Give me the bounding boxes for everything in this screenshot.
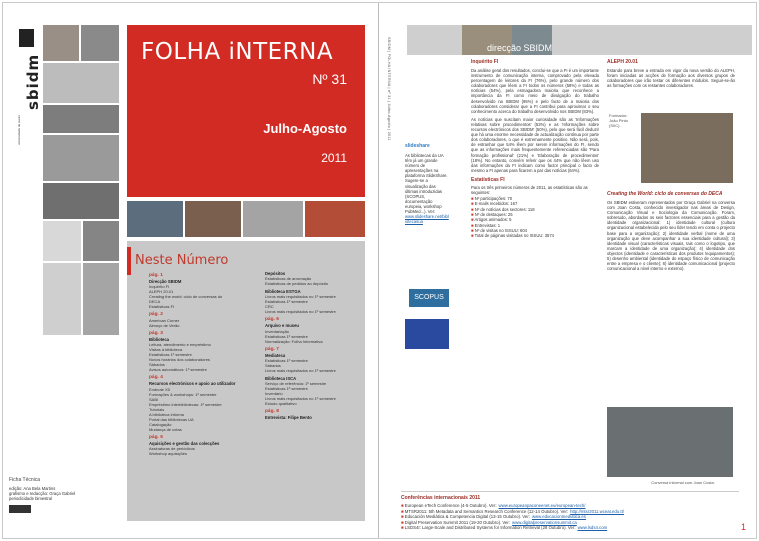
issue-period: Julho-Agosto (263, 121, 347, 136)
toc-panel (127, 241, 365, 521)
inside-page (379, 3, 757, 538)
toc-item: Avisos automáticos: 1º semestre (149, 367, 207, 373)
slideshare-logo: slideshare (405, 143, 430, 149)
toc-page-number: pág. 6 (265, 317, 279, 323)
photo-caption-aleph: Formador: João Pinto (SIIC). (609, 113, 628, 128)
toc-item: Workshop aquisições (149, 450, 187, 456)
toc-page-number: pág. 5 (149, 434, 163, 440)
slideshare-text: As bibliotecas da UA têm já um grande número de apresentações na plataforma SlideShare. Sugere-se a visualização das últimas introduzidas (SCOPUS, documentação europeia, workshop PubMed...). Ver: (405, 153, 448, 215)
photo-archive (83, 263, 119, 335)
photo-bookshelves (81, 25, 119, 61)
banner-title: direcção SBIDM (487, 43, 553, 53)
stats-item-text: Entrevistas: 1 (474, 222, 501, 228)
photo-reading-room (83, 221, 119, 261)
bullet-icon: ■ (471, 217, 475, 223)
photo-study-room (43, 25, 79, 61)
conference-link[interactable]: www.educacionmediatica.es (531, 514, 586, 520)
photo-document (43, 221, 81, 261)
stats-item-text: Total de páginas visitadas no ISSUU: 3574 (474, 233, 555, 239)
toc-item: Mudança de cotas (149, 426, 182, 432)
deca-text: Os SBIDM estiveram representados por Graça Gabriel na conversa com Joan Costa, conhecido investigador nas áreas de Design, Comunicação Visual e Sociologia da Comunicação. Foram, sobretudo, abordados os seis factores essenciais para a gestão da identidade organizacional: 1) identidade cultural (cultura organizacional estabelecida pelo seu líder tendo em conta o projecto base para a organização); 2) identidade verbal (nome de uma organização que deve acompanhar a sua identidade cultural); 3) identidade visual (características visuais, tais como o logotipo, que marcam a identidade de uma organização); 4) identidade dos objectos (identidade e características dos produtos /equipamentos); 5) desenho ambiental (identidade do espaço físico de comunicação entre a empresa e o cliente); 6) identidade comunicacional (projecto comunicacional a nível interno e externo). (607, 200, 735, 272)
toc-item: Estatísticas 1º semestre (265, 333, 308, 339)
toc-right-column (265, 271, 363, 423)
toc-section-title: Aquisições e gestão das colecções (149, 440, 220, 446)
conferences-heading: Conferências internacionais 2011 (401, 495, 481, 501)
photo-hands-typing (43, 183, 119, 219)
deca-heading: Creating the World: ciclo de conversas do DECA (607, 191, 723, 197)
photo-building-2 (185, 201, 241, 237)
scopus-logo (409, 289, 449, 307)
conference-text: Digital Preservation Summit 2011 (19-20 Outubro). Ver: (404, 519, 511, 525)
aleph-heading: ALEPH 20.01 (607, 59, 638, 65)
toc-item: Livros mais requisitados no 1º semestre (265, 396, 336, 402)
spine-text: SBIDM | FOLHA INTERNA | nº 31 | Julho-Agosto | 2011 (387, 37, 391, 141)
toc-section-title: Recursos electrónicos e apoio ao utilizador (149, 381, 236, 387)
inquerito-text-2: As notícias que suscitam maior curiosidade são as 'Informações relativas sobre procedimentos' (53%) e as 'Informações sobre recursos electrónicos dos SBIDM' (50%), pelo que será fácil deduzir que há uma enorme necessidade de actualização contínua por parte dos colaboradores, o que é extremamente positivo. Não será, pois, de estranhar que 54% lêem por serem informações do FI, sendo que as informações mais frequentemente referenciadas são 'Para formação profissional' (21%) e 'Elaboração de procedimentos' (18%). No entanto, convém referir que os 44% que não lêem uso das informações da FI indicam como factor principal o facto de mesmo a FI apenas para ficarem a par das notícias (64%). (471, 116, 599, 173)
stats-item-text: Artigos animados: 5 (474, 217, 512, 223)
toc-entry[interactable] (265, 289, 363, 314)
toc-entry[interactable] (265, 347, 363, 373)
toc-item: Inventário (265, 391, 283, 397)
toc-item: Estatísticas FI (149, 304, 175, 310)
aleph-text: Estando para breve a entrada em vigor da nova versão do ALEPH, foram iniciadas as acções de formação aos diversos grupos de colaboradores que irão testar os diferentes módulos. Seguir-se-ão as formações com os restantes colaboradores. (607, 68, 735, 89)
column-deca (607, 191, 735, 271)
toc-item: American Corner (149, 318, 180, 324)
bullet-icon: ■ (401, 519, 405, 525)
bullet-icon: ■ (471, 206, 475, 212)
toc-item: Tutoriais (149, 406, 165, 412)
photo-joan-costa (607, 407, 733, 477)
stats-list (471, 196, 599, 238)
toc-item: Catalogação (149, 421, 172, 427)
bullet-icon: ■ (401, 503, 405, 508)
issue-number: Nº 31 (312, 71, 347, 87)
university-icon (19, 29, 34, 47)
bullet-icon: ■ (401, 508, 405, 514)
toc-entry[interactable] (149, 331, 254, 372)
stats-item-text: Nº participações: 70 (474, 196, 513, 202)
toc-page-number: pág. 2 (149, 312, 163, 318)
toc-item: Creating the world: ciclo de conversas do (149, 294, 223, 300)
toc-item: SABI (149, 396, 159, 402)
photo-newspaper (43, 263, 81, 335)
toc-item: Portal das bibliotecas UA (149, 416, 194, 422)
cover-title-block (127, 25, 365, 197)
photo-training (641, 113, 733, 183)
bullet-icon: ■ (401, 514, 405, 520)
toc-page-number: pág. 7 (265, 346, 279, 352)
toc-item: ALEPH 20.01 (149, 289, 174, 295)
toc-item: DECA (149, 299, 161, 305)
toc-item: Formações & workshops: 1º semestre (149, 391, 217, 397)
toc-section-title: Arquivo e museu (265, 323, 299, 329)
column-aleph (607, 59, 735, 91)
ficha-title: Ficha Técnica (9, 477, 41, 483)
toc-section-title: Depósitos (265, 271, 286, 276)
slideshare-link[interactable]: www.slideshare.net/bibliotecasua (405, 214, 449, 225)
bullet-icon: ■ (471, 227, 475, 233)
toc-item: Estatísticas de arrumação (265, 276, 312, 282)
toc-item: Empréstimo interbibliotecas: 1º semestre (149, 401, 222, 407)
toc-entry[interactable] (149, 312, 254, 328)
toc-entry[interactable] (149, 273, 254, 309)
toc-item: CRC (265, 304, 274, 310)
conference-item (401, 525, 739, 531)
newsletter-spread (2, 2, 757, 539)
conference-link[interactable]: www.lsds4.com (577, 525, 608, 531)
scopus-label: SCOPUS (414, 294, 444, 301)
photo-building-3 (243, 201, 303, 237)
university-name: universidade de aveiro (17, 114, 21, 145)
toc-accent-bar (127, 247, 131, 275)
toc-item: Sábados (149, 362, 165, 368)
conferences-list (401, 503, 739, 531)
toc-entry[interactable] (265, 376, 363, 406)
page-number: 1 (740, 522, 746, 532)
stats-intro: Para os três primeiros números de 2011, as estatísticas são as seguintes: (471, 184, 588, 195)
toc-item: Livros mais requisitados no 1º semestre (265, 294, 336, 300)
stats-heading: Estatísticas FI (471, 176, 505, 183)
photo-book-binding (43, 63, 119, 103)
toc-item: Sábados (265, 362, 281, 368)
toc-item: Estatísticas 1º semestre (149, 352, 192, 358)
photo-building-4 (305, 201, 365, 237)
conference-link[interactable]: http://mtsr2011.wceat.edu.tt/ (570, 508, 624, 514)
toc-page-number: pág. 8 (265, 409, 279, 415)
toc-page-number: pág. 3 (149, 331, 163, 337)
column-inquerito (471, 59, 599, 238)
toc-item: Inquérito FI (149, 284, 170, 290)
issue-year: 2011 (321, 151, 347, 165)
photo-building-1 (127, 201, 183, 237)
toc-item: Assinaturas de periódicos (149, 445, 195, 451)
toc-item: Normalização: Folha Informativa (265, 338, 323, 344)
cover-page (3, 3, 379, 538)
toc-item: Leitura, atendimento e empréstimo (149, 342, 211, 348)
toc-item: Livros mais requisitados no 1º semestre (265, 367, 336, 373)
conference-text: MTSR2011: 5th Metadata and Semantics Research Conference (12-14 Outubro). Ver: (404, 508, 569, 514)
toc-left-column (149, 273, 254, 459)
inquerito-heading: Inquérito FI (471, 59, 499, 65)
toc-item: Estatísticas de pedidos ao depósito (265, 281, 328, 287)
toc-item: Serviço de referência: 1º semestre (265, 381, 327, 387)
bullet-icon: ■ (471, 211, 475, 217)
toc-item: Novos horários dos colaboradores (149, 357, 210, 363)
stats-item-text: Nº de notícias dos sectores: 118 (474, 206, 535, 212)
brand-name: sbidm (24, 53, 42, 110)
stats-item (471, 233, 599, 238)
conference-link[interactable]: www.digitalpreservationsummit.ca (512, 519, 577, 525)
toc-item: Almoço de Verão (149, 323, 180, 329)
toc-section-title: Mediateca (265, 352, 286, 358)
photo-people (43, 135, 119, 181)
toc-item: Livros mais requisitados no 1º semestre (265, 309, 336, 315)
newsletter-title: FOLHA iNTERNA (141, 39, 334, 65)
stats-item-text: Nº de destaques: 25 (474, 211, 513, 217)
ficha-tecnica (9, 477, 119, 513)
bullet-icon: ■ (471, 201, 475, 207)
toc-item: Estatísticas 1º semestre (265, 357, 308, 363)
bullet-icon: ■ (471, 222, 475, 228)
toc-page-number: pág. 4 (149, 375, 163, 381)
eu-flag-image (405, 319, 449, 349)
stats-item-text: E-mails recebidos: 167 (474, 201, 518, 207)
slideshare-box (405, 143, 449, 224)
toc-page-number: pág. 1 (149, 273, 163, 278)
ficha-line-1: edição: Ana Bela Martins (9, 486, 56, 491)
toc-item: Estatísticas 1º semestre (265, 299, 308, 305)
toc-item: A biblioteca informa (149, 411, 184, 417)
toc-section-title: Biblioteca ESTGA (265, 289, 301, 295)
photo-caption-deca: Conversa informal com Joan Costa. (651, 480, 715, 485)
creative-commons-badge (9, 505, 31, 513)
toc-entry[interactable] (265, 317, 363, 343)
ficha-line-2: grafismo e redacção: Graça Gabriel (9, 491, 76, 497)
section-banner (407, 25, 752, 55)
toc-item: Endnote X5 (149, 386, 170, 392)
toc-item: Estatísticas 1º semestre (265, 386, 308, 392)
toc-entry[interactable] (149, 375, 254, 431)
conference-link[interactable]: www.europeanpaconeenet.eu/european-tech/ (498, 503, 586, 508)
conference-text: Educación Mediática & Competencia Digital (13-15 Outubro). Ver: (404, 514, 530, 520)
toc-item: Visitas à biblioteca (149, 347, 183, 353)
bullet-icon: ■ (471, 196, 475, 202)
bullet-icon: ■ (401, 525, 405, 531)
toc-section-title: Biblioteca (149, 337, 170, 343)
toc-entry[interactable] (265, 409, 363, 420)
toc-section-title: Biblioteca ISCA (265, 375, 297, 381)
toc-entry[interactable] (149, 435, 254, 456)
conferences-box (401, 491, 739, 531)
toc-item: Inventariação (265, 328, 290, 334)
conference-text: LSDS4I: Large-Scale and Distributed Systems for Information Retrieval (28 Outubro). Ver: (404, 525, 576, 531)
inquerito-text: Da análise geral dos resultados, conclui-se que a FI é um importante instrumento de comunicação interna, comprovado pela elevada percentagem de leitores da FI (76%), pelo grande número dos colaboradores que lêem a FI todos os números (58%) e todas as notícias (54%), pela esmagadora maioria que reconhece a importância da FI como meio de divulgação do trabalho desenvolvido na SBIDM (95%) e pelo facto de a maioria dos colaboradores considerar que a FI contribui para aproximar o seu conhecimento acerca do trabalho desenvolvido nos SBIDM (83%). (471, 68, 599, 114)
photo-group (43, 105, 119, 133)
toc-heading: Neste Número (135, 253, 229, 268)
bullet-icon: ■ (471, 233, 475, 239)
toc-entry[interactable] (265, 271, 363, 286)
toc-section-title: Entrevista: Filipe Bento (265, 415, 312, 421)
ficha-line-3: periodicidade bimestral (9, 496, 53, 502)
stats-item-text: Nº de visitas no ISSUU: 604 (474, 227, 527, 233)
conference-text: European eTech Conference (4-5 Outubro). Ver: (404, 503, 497, 508)
toc-item: Estudo qualitativo (265, 401, 297, 407)
toc-section-title: Direcção SBIDM (149, 279, 182, 284)
